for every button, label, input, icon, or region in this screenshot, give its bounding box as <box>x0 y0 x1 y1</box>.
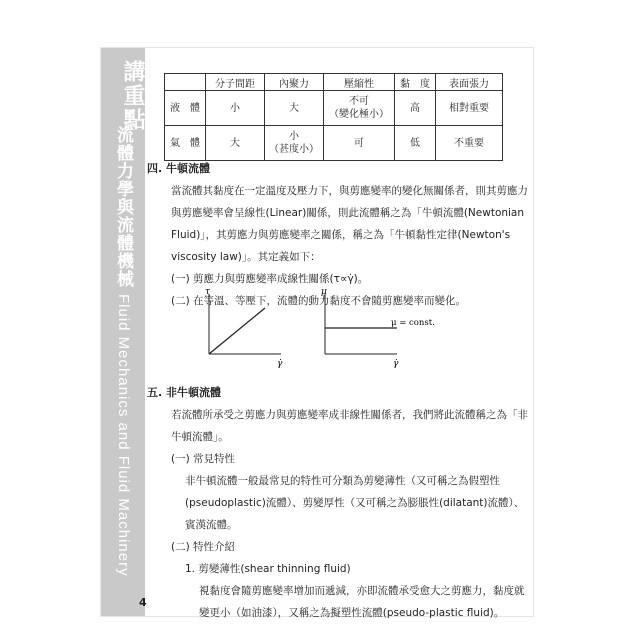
section-5-paragraph: 若流體所承受之剪應力與剪應變率成非線性關係者，我們將此流體稱之為「非牛頓流體」。 <box>171 409 528 443</box>
table-header: 表面張力 <box>436 74 503 91</box>
sidebar-subtitle-en: Fluid Mechanics and Fluid Machinery <box>115 294 132 577</box>
sidebar-subtitle <box>101 126 145 577</box>
table-header <box>165 74 206 91</box>
sidebar-title: 講重點 <box>120 60 146 132</box>
table-cell: 大 <box>206 126 265 161</box>
table-cell: 不重要 <box>436 126 503 161</box>
properties-table <box>164 73 503 161</box>
book-page <box>101 48 533 619</box>
table-cell: 不可 （變化極小） <box>324 91 395 126</box>
linear-line <box>209 308 265 354</box>
section-5-item-1: 1. 剪變薄性(shear thinning fluid) <box>185 563 351 575</box>
sidebar <box>101 48 145 616</box>
shear-stress-graph <box>201 288 301 368</box>
table-header-row <box>165 74 503 91</box>
table-header: 內聚力 <box>265 74 324 91</box>
section-5-heading: 五. 非牛頓流體 <box>147 386 222 399</box>
section-4-item-1: (一) 剪應力與剪應變率成線性關係(τ∝γ̇)。 <box>171 273 369 285</box>
viscosity-graph <box>317 288 437 368</box>
table-row-label: 氣 體 <box>165 126 206 161</box>
table-cell: 高 <box>395 91 436 126</box>
table-row <box>165 91 503 126</box>
table-row <box>165 126 503 161</box>
graph-y-label: τ <box>205 288 210 297</box>
graph-x-label: γ̇ <box>393 359 399 368</box>
section-5-sub-1: (一) 常見特性 <box>171 453 236 465</box>
table-header: 壓縮性 <box>324 74 395 91</box>
table-row-label: 液 體 <box>165 91 206 126</box>
table-header: 分子間距 <box>206 74 265 91</box>
sidebar-subtitle-cn: 流體力學與流體機械 <box>113 126 133 288</box>
section-4-item-2: (二) 在等溫、等壓下，流體的動力黏度不會隨剪應變率而變化。 <box>171 295 467 307</box>
graph-y-label: μ <box>321 288 327 297</box>
section-4-paragraph: 當流體其黏度在一定溫度及壓力下，與剪應變率的變化無關係者，則其剪應力與剪應變率會呈線性(Linear)關係，則此流體稱之為「牛頓流體(Newtonian Fluid)」，其剪應力與剪應變率之關係，稱之為「牛頓黏性定律(Newton's viscosity law)」。其定義如下： <box>171 185 528 263</box>
section-4-heading: 四. 牛頓流體 <box>147 162 211 175</box>
section-5-item-1-text: 視黏度會隨剪應變率增加而遞減，亦即流體承受愈大之剪應力，黏度就變更小（如油漆），又稱之為擬塑性流體(pseudo-plastic fluid)。 <box>199 585 525 619</box>
table-header: 黏 度 <box>395 74 436 91</box>
table-cell: 小 （甚度小） <box>265 126 324 161</box>
page-number: 4 <box>139 596 147 609</box>
section-5-sub-1-text: 非牛頓流體一般最常見的特性可分類為剪變薄性（又可稱之為假塑性(pseudoplastic)流體）、剪變厚性（又可稱之為膨脹性(dilatant)流體）、賓漢流體。 <box>185 475 525 531</box>
table-cell: 大 <box>265 91 324 126</box>
table-cell: 相對重要 <box>436 91 503 126</box>
section-5 <box>147 382 529 624</box>
table-cell: 低 <box>395 126 436 161</box>
table-cell: 小 <box>206 91 265 126</box>
graph-annotation: μ = const. <box>391 318 435 328</box>
section-5-sub-2: (二) 特性介紹 <box>171 541 236 553</box>
graph-x-label: γ̇ <box>277 359 283 368</box>
table-cell: 可 <box>324 126 395 161</box>
